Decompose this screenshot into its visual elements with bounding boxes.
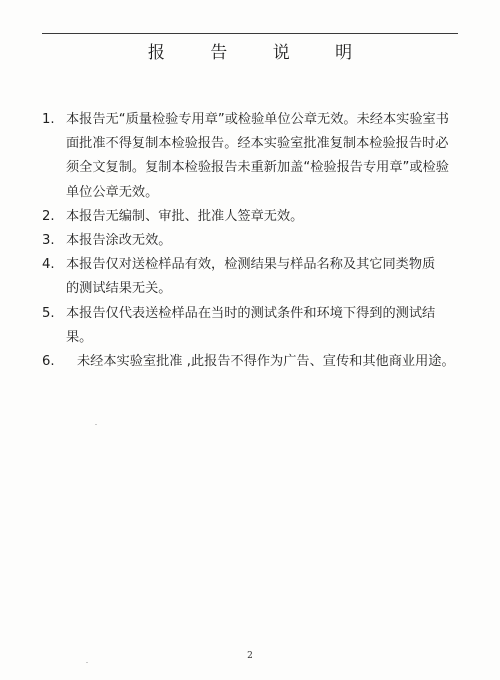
page-number: 2 bbox=[247, 651, 253, 661]
note-item-1 bbox=[42, 108, 458, 205]
note-line: 本报告涂改无效。 bbox=[66, 233, 172, 249]
note-line: 的测试结果无关。 bbox=[66, 281, 172, 297]
note-item-6 bbox=[42, 350, 458, 374]
note-line: 本报告仅代表送检样品在当时的测试条件和环境下得到的测试结 bbox=[66, 305, 436, 321]
note-line: 单位公章无效。 bbox=[66, 184, 159, 200]
page-title: 报 告 说 明 bbox=[147, 43, 373, 63]
note-line: 本报告仅对送检样品有效，检测结果与样品名称及其它同类物质 bbox=[66, 257, 436, 273]
note-item-5 bbox=[42, 302, 458, 350]
note-number: 6. bbox=[42, 354, 55, 370]
notes-list bbox=[42, 108, 458, 374]
note-number: 2. bbox=[42, 208, 55, 224]
note-line: 果。 bbox=[66, 329, 93, 345]
note-line: 面批准不得复制本检验报告。经本实验室批准复制本检验报告时必 bbox=[66, 136, 449, 152]
note-item-4 bbox=[42, 253, 458, 301]
note-line: 须全文复制。复制本检验报告未重新加盖“检验报告专用章”或检验 bbox=[66, 160, 449, 176]
note-number: 5. bbox=[42, 305, 55, 321]
note-number: 3. bbox=[42, 233, 55, 249]
note-item-3 bbox=[42, 229, 458, 253]
note-line: 未经本实验室批准 ,此报告不得作为广告、宣传和其他商业用途。 bbox=[77, 354, 455, 370]
scan-speck bbox=[95, 424, 97, 425]
note-line: 本报告无“质量检验专用章”或检验单位公章无效。未经本实验室书 bbox=[66, 112, 449, 127]
note-item-2 bbox=[42, 205, 458, 229]
note-number: 4. bbox=[42, 257, 55, 273]
note-number: 1. bbox=[42, 112, 55, 127]
scan-speck bbox=[86, 662, 88, 663]
header-rule bbox=[42, 33, 458, 34]
note-line: 本报告无编制、审批、批准人签章无效。 bbox=[66, 208, 304, 224]
